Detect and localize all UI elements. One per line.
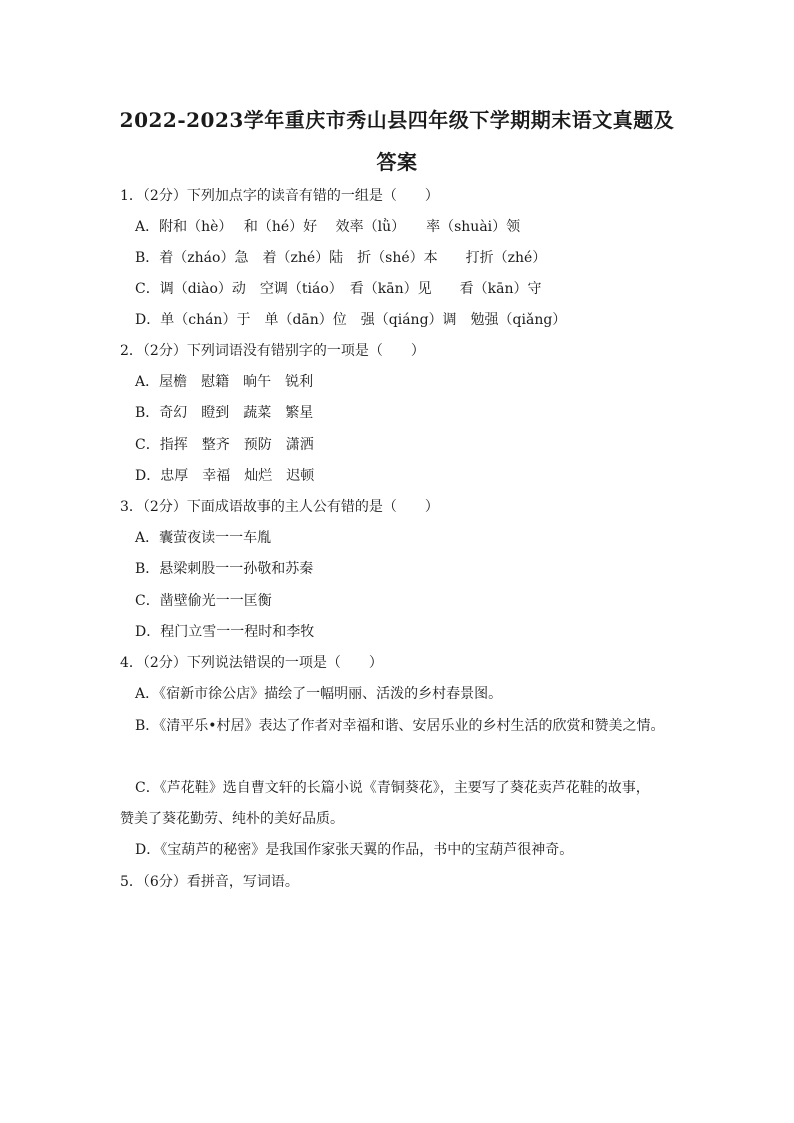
document-title-line-1: 2022-2023学年重庆市秀山县四年级下学期期末语文真题及	[119, 108, 675, 132]
question-2-option-c: C．指挥 整齐 预防 潇洒	[135, 437, 314, 453]
question-1-option-b: B．着（zháo）急 着（zhé）陆 折（shé）本 打折（zhé）	[135, 250, 547, 266]
question-3-option-c: C．凿壁偷光一一匡衡	[135, 593, 272, 609]
question-1-option-a: A．附和（hè） 和（hé）好 效率（lǜ） 率（shuài）领	[135, 219, 521, 235]
question-3-stem: 3．（2分）下面成语故事的主人公有错的是（ ）	[120, 499, 439, 515]
question-2-option-a: A．屋檐 慰籍 晌午 锐利	[135, 374, 314, 390]
question-1-option-c: C．调（diào）动 空调（tiáo） 看（kān）见 看（kān）守	[135, 281, 542, 297]
question-3-option-b: B．悬梁刺股一一孙敬和苏秦	[135, 561, 314, 577]
document-title-line-2: 答案	[376, 150, 418, 174]
question-3-option-a: A．囊萤夜读一一车胤	[135, 530, 272, 546]
question-4-option-b: B．《清平乐•村居》表达了作者对幸福和谐、安居乐业的乡村生活的欣赏和赞美之情。	[135, 718, 665, 734]
question-4-option-c: C．《芦花鞋》选自曹文轩的长篇小说《青铜葵花》，主要写了葵花卖芦花鞋的故事，	[135, 780, 650, 796]
question-2-option-d: D．忠厚 幸福 灿烂 迟顿	[135, 468, 315, 484]
question-1-stem: 1．（2分）下列加点字的读音有错的一组是（ ）	[120, 188, 439, 204]
question-3-option-d: D．程门立雪一一程时和李牧	[135, 624, 315, 640]
question-1-option-d: D．单（chán）于 单（dān）位 强（qiáng）调 勉强（qiǎng）	[135, 312, 567, 328]
question-4-option-a: A．《宿新市徐公店》描绘了一幅明丽、活泼的乡村春景图。	[135, 686, 503, 702]
question-5-stem: 5．（6分）看拼音，写词语。	[120, 874, 299, 890]
question-2-stem: 2．（2分）下列词语没有错别字的一项是（ ）	[120, 343, 425, 359]
question-4-stem: 4．（2分）下列说法错误的一项是（ ）	[120, 655, 383, 671]
question-2-option-b: B．奇幻 瞪到 蔬菜 繁星	[135, 405, 314, 421]
question-4-option-d: D．《宝葫芦的秘密》是我国作家张天翼的作品，书中的宝葫芦很神奇。	[135, 842, 574, 858]
question-4-option-c-continued: 赞美了葵花勤劳、纯朴的美好品质。	[120, 811, 344, 827]
